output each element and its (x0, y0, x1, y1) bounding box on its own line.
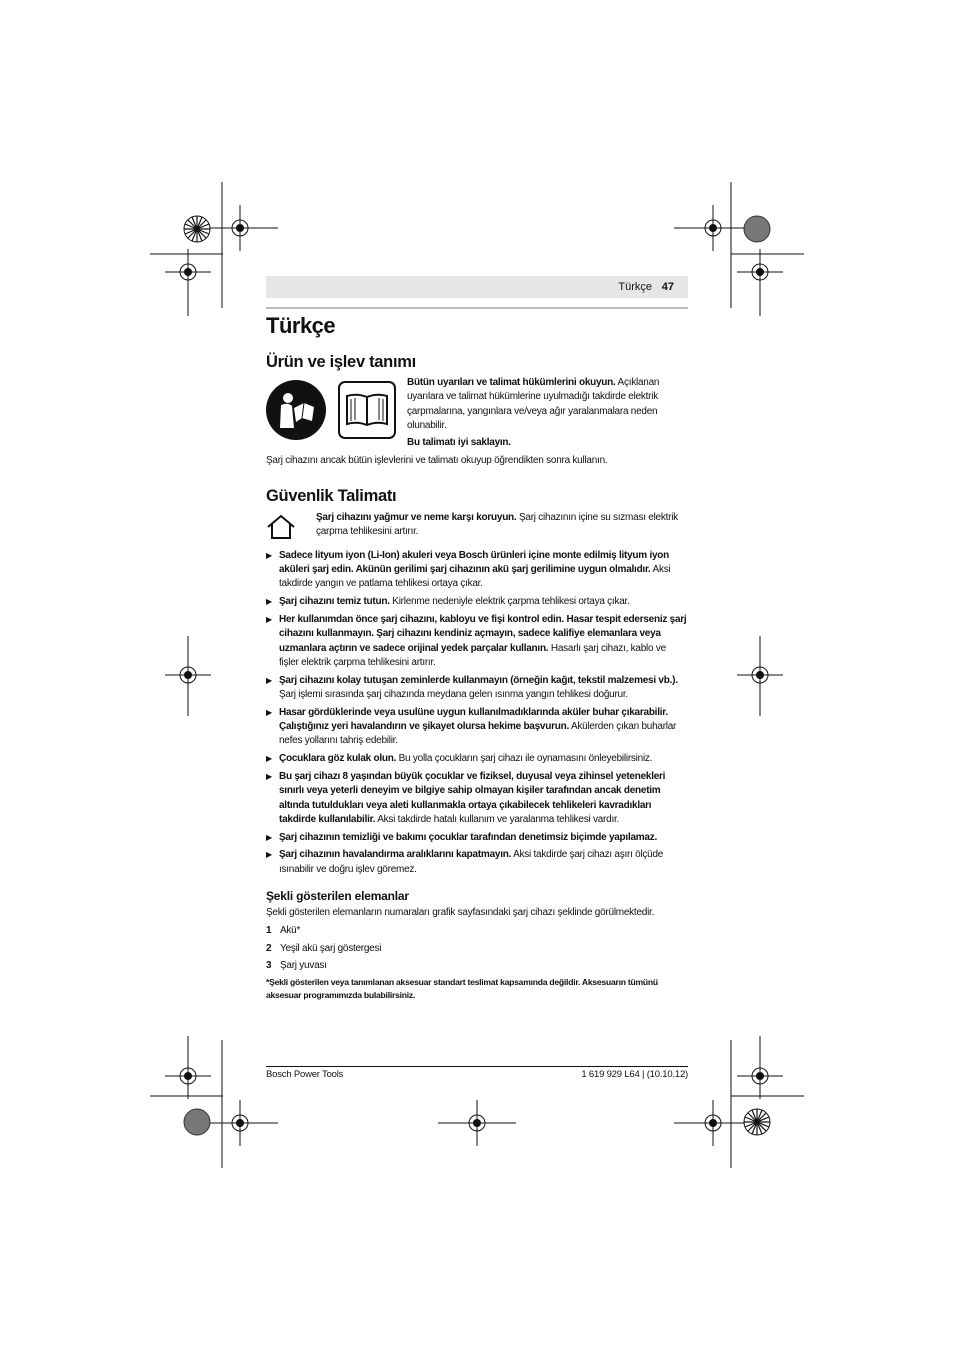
page-header (266, 276, 688, 298)
intro-icons (266, 380, 407, 450)
list-item: ▶ Bu şarj cihazı 8 yaşından büyük çocuklar ve fiziksel, duyusal veya zihinsel yetenekleri sınırlı veya yeterli deneyim ve bilgiye sahip olmayan kişiler tarafından ancak denetim altında tutuldukları veya aleti kullanmakla ortaya çıkabilecek tehlikeleri kavradıkları takdirde kullanılabilir. Aksi takdirde hatalı kullanım ve yaralanma tehlikesi vardır. (266, 770, 688, 827)
house-icon (266, 514, 316, 545)
footer-brand: Bosch Power Tools (266, 1069, 344, 1080)
footer-docnumber: 1 619 929 L64 | (10.10.12) (581, 1069, 688, 1080)
section-heading-components: Şekli gösterilen elemanlar (266, 889, 409, 904)
list-item: ▶ Her kullanımdan önce şarj cihazını, kabloyu ve fişi kontrol edin. Hasar tespit ederseniz şarj cihazını kullanmayın. Şarj cihazını kendiniz açmayın, sadece kalifiye elemanlara veya uzmanlara açtırın ve sadece orijinal yedek parçalar kullanın. Hasarlı şarj cihazı, kablo ve fişler elektrik çarpma tehlikesini artırır. (266, 613, 688, 670)
components-list (266, 924, 688, 973)
accessory-footnote: *Şekli gösterilen veya tanımlanan aksesuar standart teslimat kapsamında değildir. Aksesuarın tümünü aksesuar programımızda bulabilirsiniz. (266, 977, 658, 1001)
section-heading-product: Ürün ve işlev tanımı (266, 353, 416, 371)
list-item: ▶ Sadece lityum iyon (Li-Ion) akuleri veya Bosch ürünleri içine monte edilmiş lityum iyon aküleri şarj edin. Akünün gerilimi şarj cihazının akü şarj gerilimine uygun olmalıdır. Aksi takdirde yangın ve patlama tehlikesi ortaya çıkar. (266, 549, 688, 592)
header-rule (266, 307, 688, 309)
usage-note: Şarj cihazını ancak bütün işlevlerini ve talimatı okuyup öğrendikten sonra kullanın. (266, 455, 608, 467)
list-item: 1 Akü* (266, 925, 301, 937)
list-item: ▶ Şarj cihazını temiz tutun. Kirlenme nedeniyle elektrik çarpma tehlikesi ortaya çıkar. (266, 595, 688, 609)
section-heading-safety: Güvenlik Talimatı (266, 486, 397, 505)
page-title: Türkçe (266, 313, 336, 338)
components-intro: Şekli gösterilen elemanların numaraları grafik sayfasındaki şarj cihazı şeklinde görülmektedir. (266, 907, 655, 919)
warning-text: Açıklanan uyarılara ve talimat hükümlerine uyulmadığı takdirde elektrik çarpmalarına, yangınlara ve/veya ağır yaralanmalara neden olunabilir. (407, 377, 660, 431)
page-number: 47 (661, 281, 674, 293)
list-item: 3 Şarj yuvası (266, 959, 327, 971)
rain-bold: Şarj cihazını yağmur ve neme karşı koruyun. (316, 511, 517, 523)
warning-bold: Bütün uyarıları ve talimat hükümlerini okuyun. (407, 377, 616, 388)
rain-text: Şarj cihazının içine su sızması elektrik çarpma tehlikesini artırır. (316, 511, 678, 538)
header-language: Türkçe (618, 281, 652, 293)
list-item: ▶ Şarj cihazının havalandırma aralıklarını kapatmayın. Aksi takdirde şarj cihazı aşırı ölçüde ısınabilir ve doğru işlev göremez. (266, 848, 688, 877)
safety-list (266, 549, 688, 877)
intro-warning-text (407, 376, 688, 450)
intro-block (266, 377, 688, 450)
list-item: ▶ Hasar gördüklerinde veya usulüne uygun kullanılmadıklarında aküler buhar çıkarabilir. Çalıştığınız yeri havalandırın ve şikayet olursa hekime başvurun. Akülerden çıkan buharlar nefes yollarını tahriş edebilir. (266, 706, 688, 749)
list-item: ▶ Şarj cihazının temizliği ve bakımı çocuklar tarafından denetimsiz biçimde yapılamaz. (266, 831, 688, 845)
document-page (266, 276, 688, 1002)
list-item: 2 Yeşil akü şarj göstergesi (266, 942, 382, 954)
rain-warning (266, 511, 688, 545)
keep-instructions: Bu talimatı iyi saklayın. (407, 437, 511, 449)
list-item: ▶ Şarj cihazını kolay tutuşan zeminlerde kullanmayın (örneğin kağıt, tekstil malzemesi vb.). Şarj işlemi sırasında şarj cihazında meydana gelen ısınma yangın tehlikesi doğurur. (266, 674, 688, 703)
book-icon (338, 381, 396, 439)
read-manual-icon (266, 380, 326, 440)
page-footer (266, 1066, 688, 1080)
list-item: ▶ Çocuklara göz kulak olun. Bu yolla çocukların şarj cihazı ile oynamasını önleyebilirsiniz. (266, 752, 688, 766)
